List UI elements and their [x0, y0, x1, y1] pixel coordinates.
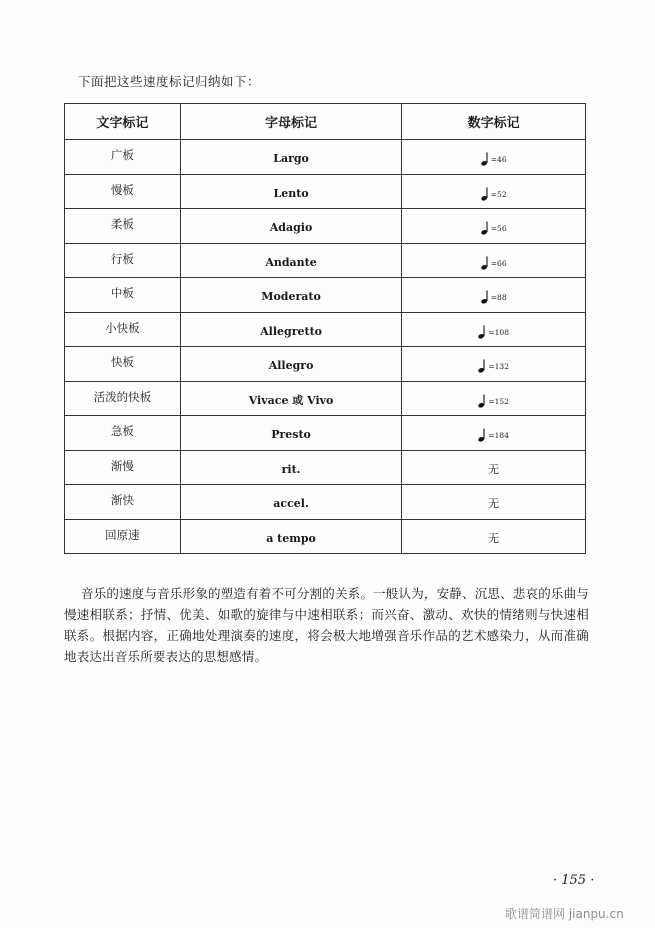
italian-term: accel.	[273, 497, 309, 511]
header-text-marking: 文字标记	[65, 104, 181, 140]
table-row	[65, 416, 586, 451]
cell-letter-marking	[180, 416, 402, 451]
cell-letter-marking	[180, 209, 402, 244]
chinese-term: 回原速	[105, 527, 140, 542]
cell-text-marking	[65, 278, 181, 313]
cell-number-marking	[402, 519, 586, 554]
cell-text-marking	[65, 485, 181, 520]
cell-text-marking	[65, 519, 181, 554]
body-paragraph	[64, 583, 589, 667]
cell-number-marking	[402, 209, 586, 244]
metronome-value: =88	[490, 293, 507, 303]
cell-number-marking	[402, 450, 586, 485]
cell-number-marking	[402, 243, 586, 278]
none-value: 无	[488, 531, 500, 545]
half-note-icon	[478, 430, 487, 441]
tempo-table-body	[65, 140, 586, 554]
half-note-icon	[478, 396, 487, 407]
chinese-term: 渐快	[110, 493, 134, 508]
cell-letter-marking	[180, 140, 402, 175]
italian-term: rit.	[281, 462, 301, 476]
cell-letter-marking	[180, 450, 402, 485]
metronome-value: =108	[488, 327, 509, 337]
table-row	[65, 209, 586, 244]
chinese-term: 小快板	[105, 320, 140, 335]
cell-number-marking	[402, 416, 586, 451]
italian-term: Vivace 或 Vivo	[248, 393, 334, 407]
cell-letter-marking	[180, 485, 402, 520]
cell-letter-marking	[180, 347, 402, 382]
half-note-icon	[481, 154, 490, 165]
metronome-mark	[481, 292, 507, 303]
italian-term: Allegretto	[260, 324, 322, 338]
metronome-value: =132	[488, 362, 509, 372]
metronome-mark	[481, 154, 507, 165]
half-note-icon	[478, 327, 487, 338]
table-row	[65, 174, 586, 209]
metronome-mark	[481, 223, 507, 234]
italian-term: Andante	[265, 255, 317, 269]
cell-number-marking	[402, 174, 586, 209]
cell-letter-marking	[180, 174, 402, 209]
italian-term: Largo	[273, 152, 309, 166]
cell-number-marking	[402, 312, 586, 347]
metronome-value: =66	[490, 258, 507, 268]
chinese-term: 渐慢	[110, 458, 134, 473]
table-row	[65, 140, 586, 175]
italian-term: Moderato	[261, 290, 321, 304]
metronome-mark	[478, 361, 509, 372]
intro-text: 下面把这些速度标记归纳如下：	[78, 74, 261, 89]
chinese-term: 中板	[110, 286, 134, 301]
metronome-value: =152	[488, 396, 509, 406]
table-header-row	[65, 104, 586, 140]
chinese-term: 行板	[110, 251, 134, 266]
half-note-icon	[481, 292, 490, 303]
cell-letter-marking	[180, 519, 402, 554]
cell-letter-marking	[180, 278, 402, 313]
italian-term: Allegro	[268, 359, 314, 373]
cell-letter-marking	[180, 381, 402, 416]
cell-text-marking	[65, 174, 181, 209]
cell-number-marking	[402, 485, 586, 520]
table-row	[65, 312, 586, 347]
metronome-mark	[478, 396, 509, 407]
table-row	[65, 381, 586, 416]
italian-term: a tempo	[266, 531, 316, 545]
metronome-value: =184	[488, 431, 509, 441]
italian-term: Presto	[271, 428, 311, 442]
cell-number-marking	[402, 140, 586, 175]
cell-text-marking	[65, 243, 181, 278]
cell-text-marking	[65, 450, 181, 485]
metronome-mark	[478, 430, 509, 441]
metronome-value: =46	[490, 155, 507, 165]
none-value: 无	[488, 462, 500, 476]
italian-term: Lento	[273, 186, 309, 200]
table-row	[65, 450, 586, 485]
metronome-mark	[478, 327, 509, 338]
cell-text-marking	[65, 347, 181, 382]
chinese-term: 活泼的快板	[93, 389, 152, 404]
chinese-term: 柔板	[110, 217, 134, 232]
cell-text-marking	[65, 381, 181, 416]
cell-number-marking	[402, 381, 586, 416]
chinese-term: 广板	[110, 148, 134, 163]
cell-text-marking	[65, 416, 181, 451]
chinese-term: 急板	[110, 424, 134, 439]
table-row	[65, 347, 586, 382]
cell-text-marking	[65, 209, 181, 244]
table-row	[65, 519, 586, 554]
cell-number-marking	[402, 278, 586, 313]
half-note-icon	[481, 258, 490, 269]
cell-number-marking	[402, 347, 586, 382]
italian-term: Adagio	[269, 221, 313, 235]
half-note-icon	[478, 361, 487, 372]
watermark: 歌谱简谱网 jianpu.cn	[505, 907, 624, 921]
cell-text-marking	[65, 140, 181, 175]
metronome-mark	[481, 258, 507, 269]
page-number: · 155 ·	[553, 873, 595, 888]
half-note-icon	[481, 189, 490, 200]
metronome-mark	[481, 189, 507, 200]
table-row	[65, 485, 586, 520]
tempo-table	[64, 103, 586, 554]
header-letter-marking: 字母标记	[180, 104, 402, 140]
none-value: 无	[488, 497, 500, 511]
cell-letter-marking	[180, 243, 402, 278]
chinese-term: 快板	[110, 355, 134, 370]
table-row	[65, 243, 586, 278]
half-note-icon	[481, 223, 490, 234]
header-number-marking: 数字标记	[402, 104, 586, 140]
table-row	[65, 278, 586, 313]
paragraph-text: 音乐的速度与音乐形象的塑造有着不可分割的关系。一般认为，安静、沉思、悲哀的乐曲与慢速相联系；抒情、优美、如歌的旋律与中速相联系；而兴奋、激动、欢快的情绪则与快速相联系。根据内容，正确地处理演奏的速度，将会极大地增强音乐作品的艺术感染力，从而准确地表达出音乐所要表达的思想感情。	[64, 586, 590, 664]
cell-text-marking	[65, 312, 181, 347]
chinese-term: 慢板	[110, 182, 134, 197]
metronome-value: =52	[490, 189, 507, 199]
metronome-value: =56	[490, 224, 507, 234]
cell-letter-marking	[180, 312, 402, 347]
